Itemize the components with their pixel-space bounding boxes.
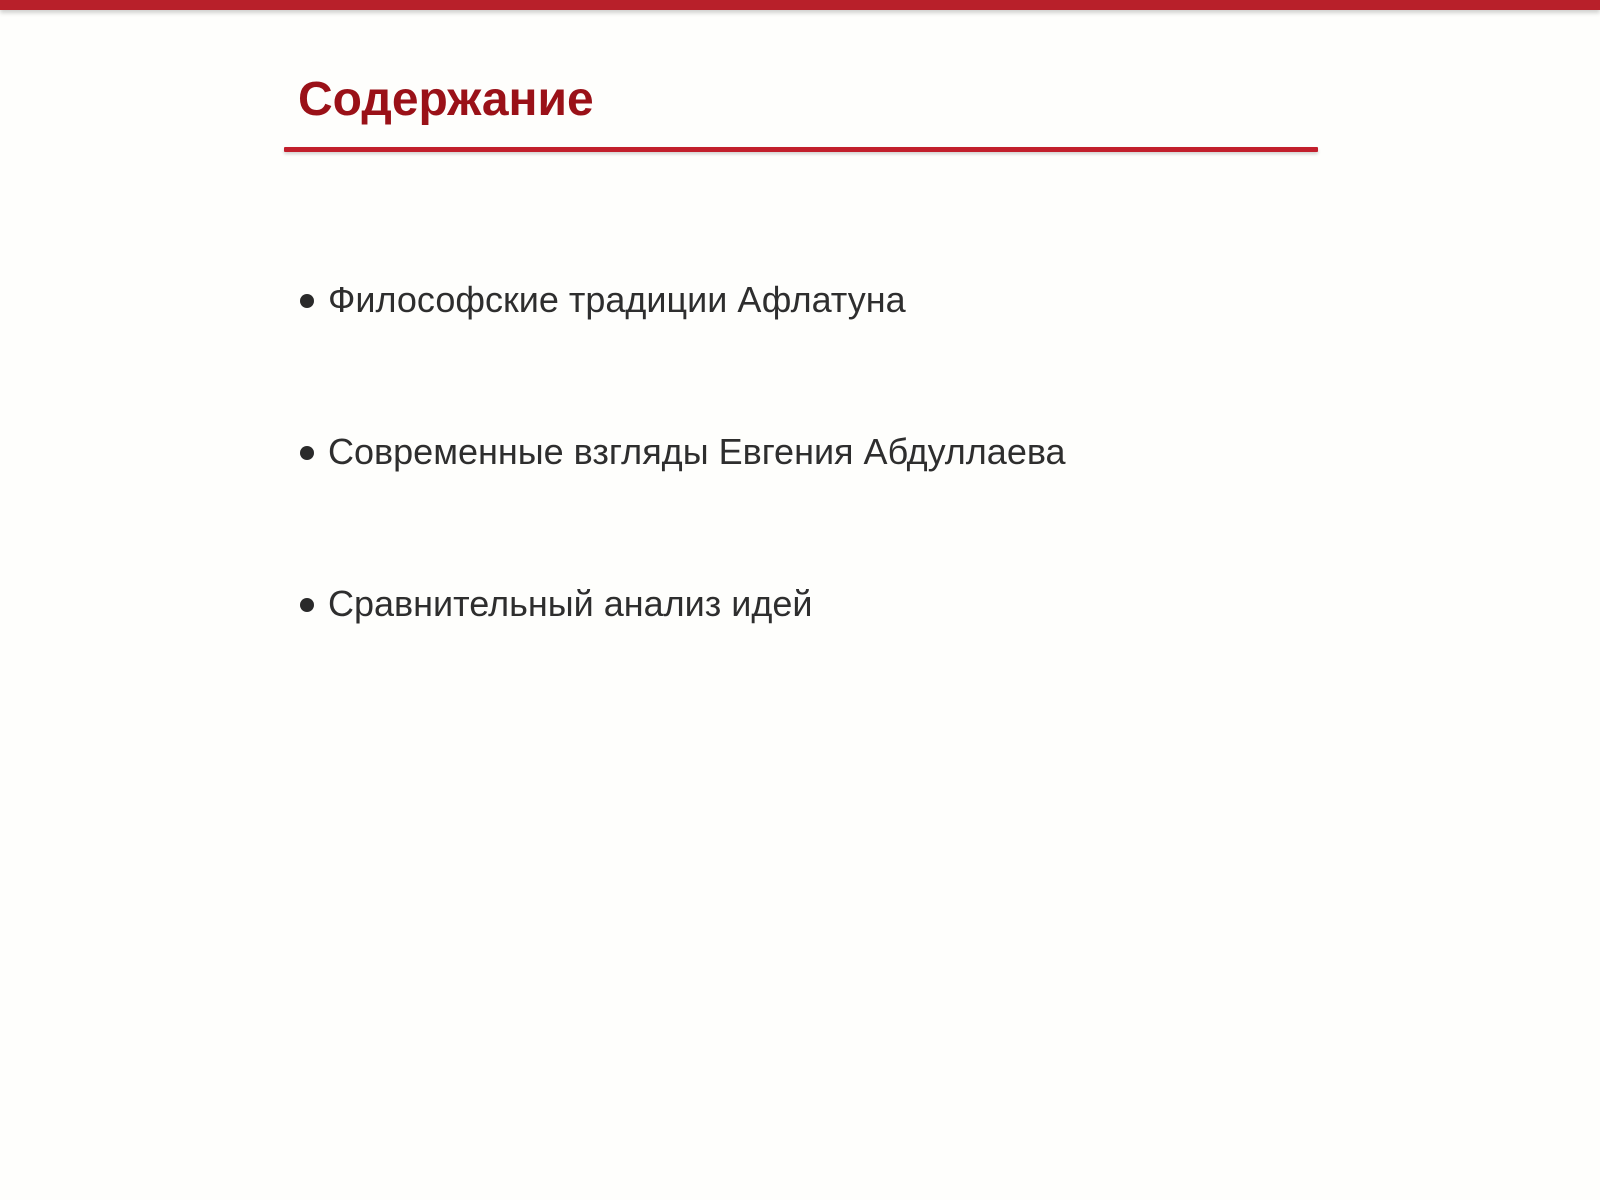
list-item (300, 428, 1066, 580)
contents-list (300, 276, 1066, 732)
title-underline (284, 147, 1318, 152)
bullet-dot-icon (300, 446, 314, 460)
list-item (300, 276, 1066, 428)
slide-title: Содержание (298, 73, 594, 126)
bullet-dot-icon (300, 598, 314, 612)
list-item-text: Современные взгляды Евгения Абдуллаева (328, 431, 1066, 472)
top-accent-bar (0, 0, 1600, 10)
bullet-dot-icon (300, 294, 314, 308)
list-item (300, 580, 1066, 732)
list-item-text: Сравнительный анализ идей (328, 583, 813, 624)
list-item-text: Философские традиции Афлатуна (328, 279, 906, 320)
